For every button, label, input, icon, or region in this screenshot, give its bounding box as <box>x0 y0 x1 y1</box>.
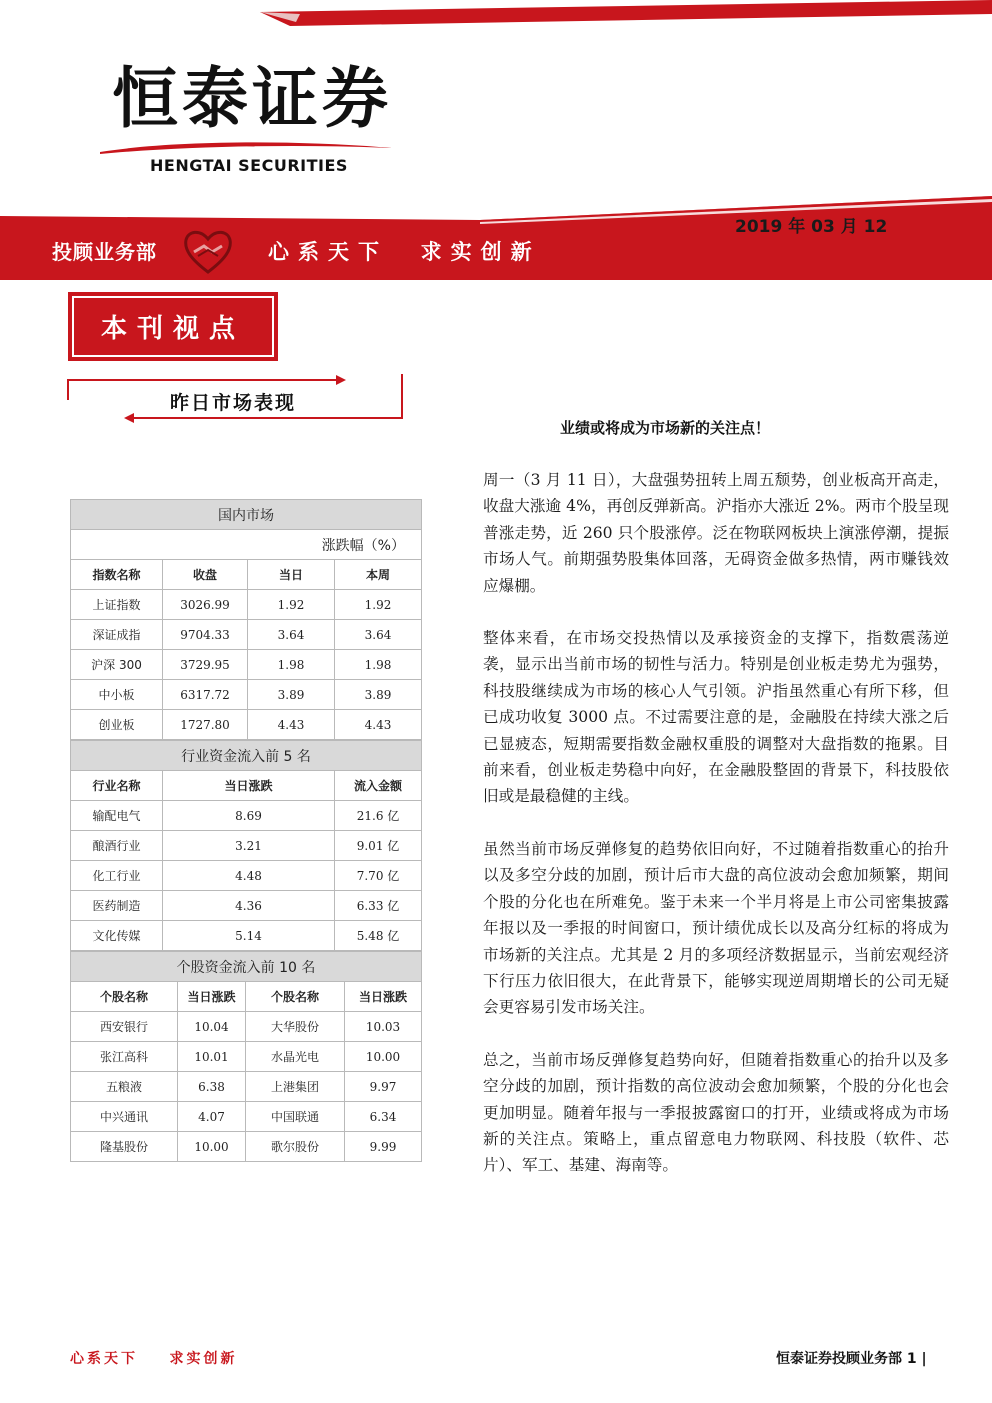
stock-daily-change: 10.04 <box>178 1012 246 1042</box>
table-row <box>71 650 422 680</box>
table-row <box>71 1132 422 1162</box>
index-name: 上证指数 <box>71 590 163 620</box>
industry-daily-change: 8.69 <box>163 801 335 831</box>
article-paragraph: 周一（3 月 11 日），大盘强势扭转上周五颓势，创业板高开高走，收盘大涨逾 4%，再创反弹新高。沪指亦大涨近 2%。两市个股呈现普涨走势，近 260 只个股涨停。泛在物联网板块上演涨停潮，提振市场人气。前期强势股集体回落，无碍资金做多热情，两市赚钱效应爆棚。 <box>483 471 949 595</box>
footer-slogan: 心系天下 求实创新 <box>70 1351 238 1367</box>
index-close: 3026.99 <box>163 590 248 620</box>
department-label: 投顾业务部 <box>52 240 157 264</box>
table-row <box>71 1042 422 1072</box>
industry-inflow-table <box>70 740 422 951</box>
stock-inflow-table <box>70 951 422 1162</box>
column-header: 当日涨跌 <box>345 982 422 1012</box>
stock-daily-change: 10.00 <box>345 1042 422 1072</box>
stock-name: 上港集团 <box>246 1072 345 1102</box>
stock-name: 隆基股份 <box>71 1132 178 1162</box>
issue-viewpoint-box <box>68 292 278 361</box>
index-close: 3729.95 <box>163 650 248 680</box>
industry-daily-change: 4.48 <box>163 861 335 891</box>
stock-inflow-title: 个股资金流入前 10 名 <box>71 952 422 982</box>
article-paragraph: 虽然当前市场反弹修复的趋势依旧向好，不过随着指数重心的抬升以及多空分歧的加剧，预计后市大盘的高位波动会愈加频繁，期间个股的分化也在所难免。鉴于未来一个半月将是上市公司密集披露年报以及一季报的时间窗口，预计绩优成长以及高分红标的将成为市场新的关注点。尤其是 2 月的多项经济数据显示，当前宏观经济下行压力依旧很大，在此背景下，能够实现逆周期增长的公司无疑会更容易引发市场关注。 <box>483 839 949 1017</box>
index-daily-change: 3.89 <box>248 680 335 710</box>
industry-name: 医药制造 <box>71 891 163 921</box>
index-name: 创业板 <box>71 710 163 740</box>
stock-name: 西安银行 <box>71 1012 178 1042</box>
industry-inflow-title: 行业资金流入前 5 名 <box>71 741 422 771</box>
industry-name: 化工行业 <box>71 861 163 891</box>
stock-daily-change: 6.34 <box>345 1102 422 1132</box>
report-date: 2019 年 03 月 12 <box>735 217 888 237</box>
market-data-table <box>70 499 422 740</box>
footer-org-page: 恒泰证券投顾业务部 1 | <box>776 1351 927 1367</box>
industry-daily-change: 5.14 <box>163 921 335 951</box>
index-daily-change: 4.43 <box>248 710 335 740</box>
stock-name: 中国联通 <box>246 1102 345 1132</box>
table-row <box>71 921 422 951</box>
table-row <box>71 620 422 650</box>
stock-daily-change: 10.00 <box>178 1132 246 1162</box>
stock-daily-change: 6.38 <box>178 1072 246 1102</box>
stock-name: 歌尔股份 <box>246 1132 345 1162</box>
stock-name: 中兴通讯 <box>71 1102 178 1132</box>
company-logo-en: HENGTAI SECURITIES <box>150 156 348 175</box>
industry-name: 文化传媒 <box>71 921 163 951</box>
index-weekly-change: 3.89 <box>335 680 422 710</box>
index-daily-change: 1.92 <box>248 590 335 620</box>
index-close: 1727.80 <box>163 710 248 740</box>
column-header: 个股名称 <box>246 982 345 1012</box>
index-daily-change: 3.64 <box>248 620 335 650</box>
column-header: 本周 <box>335 560 422 590</box>
stock-name: 张江高科 <box>71 1042 178 1072</box>
industry-inflow-amount: 5.48 亿 <box>335 921 422 951</box>
stock-name: 五粮液 <box>71 1072 178 1102</box>
article-title: 业绩或将成为市场新的关注点！ <box>560 419 771 437</box>
column-header: 指数名称 <box>71 560 163 590</box>
industry-daily-change: 3.21 <box>163 831 335 861</box>
table-row <box>71 1102 422 1132</box>
column-header: 收盘 <box>163 560 248 590</box>
column-header: 个股名称 <box>71 982 178 1012</box>
table-row <box>71 861 422 891</box>
table-row <box>71 680 422 710</box>
stock-daily-change: 9.97 <box>345 1072 422 1102</box>
column-header: 当日涨跌 <box>178 982 246 1012</box>
index-name: 中小板 <box>71 680 163 710</box>
band-slogan: 心系天下 求实创新 <box>268 240 541 264</box>
industry-name: 输配电气 <box>71 801 163 831</box>
industry-inflow-amount: 6.33 亿 <box>335 891 422 921</box>
industry-name: 酿酒行业 <box>71 831 163 861</box>
market-tables <box>70 499 421 1162</box>
article-paragraph: 总之，当前市场反弹修复趋势向好，但随着指数重心的抬升以及多空分歧的加剧，预计指数的高位波动会愈加频繁，个股的分化也会更加明显。随着年报与一季报披露窗口的打开，业绩或将成为市场新的关注点。策略上，重点留意电力物联网、科技股（软件、芯片）、军工、基建、海南等。 <box>483 1050 949 1175</box>
table-row <box>71 801 422 831</box>
stock-daily-change: 10.03 <box>345 1012 422 1042</box>
heart-handshake-icon <box>182 226 234 276</box>
column-header: 当日 <box>248 560 335 590</box>
industry-header-row <box>71 771 422 801</box>
index-name: 深证成指 <box>71 620 163 650</box>
domestic-header-row <box>71 560 422 590</box>
industry-inflow-amount: 7.70 亿 <box>335 861 422 891</box>
index-weekly-change: 3.64 <box>335 620 422 650</box>
index-weekly-change: 4.43 <box>335 710 422 740</box>
table-row <box>71 891 422 921</box>
stock-daily-change: 10.01 <box>178 1042 246 1072</box>
change-unit-label: 涨跌幅（%） <box>71 530 422 560</box>
industry-inflow-amount: 9.01 亿 <box>335 831 422 861</box>
column-header: 当日涨跌 <box>163 771 335 801</box>
industry-inflow-amount: 21.6 亿 <box>335 801 422 831</box>
index-close: 6317.72 <box>163 680 248 710</box>
industry-daily-change: 4.36 <box>163 891 335 921</box>
market-performance-title: 昨日市场表现 <box>170 392 297 414</box>
table-row <box>71 1012 422 1042</box>
article-body <box>483 467 949 1205</box>
table-row <box>71 831 422 861</box>
table-row <box>71 710 422 740</box>
index-daily-change: 1.98 <box>248 650 335 680</box>
stock-name: 水晶光电 <box>246 1042 345 1072</box>
stock-daily-change: 4.07 <box>178 1102 246 1132</box>
stock-name: 大华股份 <box>246 1012 345 1042</box>
domestic-market-title: 国内市场 <box>71 500 422 530</box>
stock-daily-change: 9.99 <box>345 1132 422 1162</box>
top-red-stripe <box>0 0 992 60</box>
index-name: 沪深 300 <box>71 650 163 680</box>
index-weekly-change: 1.92 <box>335 590 422 620</box>
table-row <box>71 590 422 620</box>
index-weekly-change: 1.98 <box>335 650 422 680</box>
column-header: 行业名称 <box>71 771 163 801</box>
stock-header-row <box>71 982 422 1012</box>
article-paragraph: 整体来看，在市场交投热情以及承接资金的支撑下，指数震荡逆袭，显示出当前市场的韧性与活力。特别是创业板走势尤为强势，科技股继续成为市场的核心人气引领。沪指虽然重心有所下移，但已成功收复 3000 点。不过需要注意的是，金融股在持续大涨之后已显疲态，短期需要指数金融权重股的调整对大盘指数的拖累。目前来看，创业板走势稳中向好，在金融股整固的背景下，科技股依旧或是最稳健的主线。 <box>483 629 949 806</box>
issue-viewpoint-title: 本刊视点 <box>72 296 274 357</box>
table-row <box>71 1072 422 1102</box>
company-logo-cn: 恒泰证券 <box>112 60 392 137</box>
column-header: 流入金额 <box>335 771 422 801</box>
index-close: 9704.33 <box>163 620 248 650</box>
